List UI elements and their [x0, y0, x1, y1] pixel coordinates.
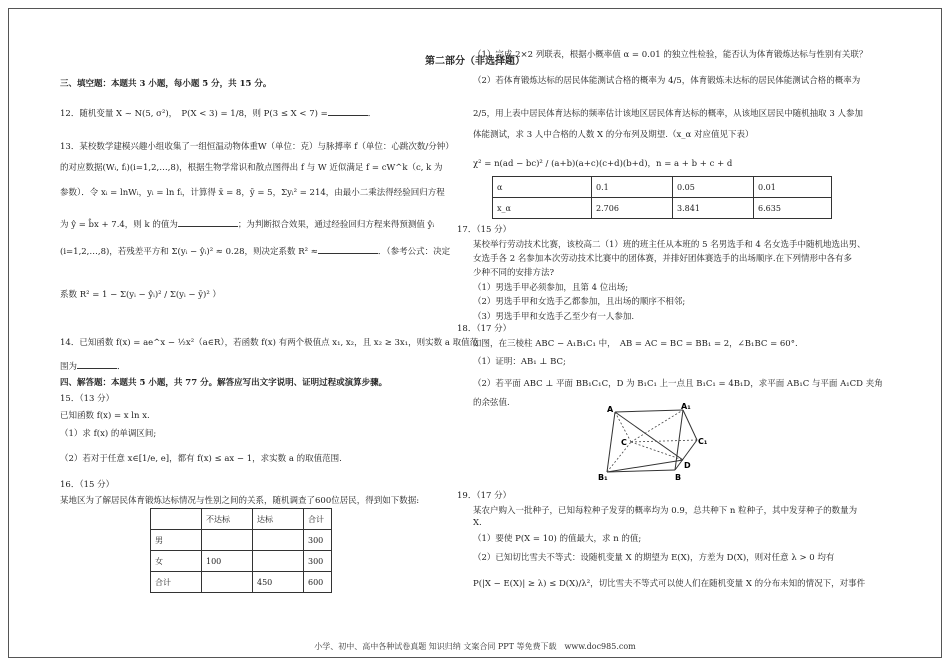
table-cell: 100: [202, 551, 253, 572]
table-cell: 2.706: [592, 198, 673, 219]
edge-CA1: [631, 410, 683, 442]
question-18-line-2: （1）证明：AB₁ ⊥ BC;: [473, 357, 566, 367]
section-3-heading: 三、填空题：本题共 3 小题，每小题 5 分，共 15 分。: [60, 79, 272, 89]
question-15-line-1: 已知函数 f(x) = x ln x.: [60, 411, 150, 421]
edge-A1C1: [683, 410, 697, 440]
prism-figure: [595, 402, 715, 484]
table-row: [151, 530, 332, 551]
table-cell: 300: [304, 551, 332, 572]
alpha-table: [492, 176, 832, 219]
table-cell: 合计: [151, 572, 202, 593]
table-cell: 女: [151, 551, 202, 572]
question-13-line-3: 参数）．令 xᵢ = lnWᵢ，yᵢ = ln fᵢ，计算得 x̄ = 8，ȳ = 5，Σyᵢ² = 214，由最小二乘法得经验回归方程: [60, 188, 445, 198]
chi-square-formula: χ² = n(ad − bc)² / (a+b)(a+c)(c+d)(b+d)，n = a + b + c + d: [473, 159, 733, 169]
edge-CC1: [631, 440, 697, 442]
question-19-line-5: P(|X − E(X)| ≥ λ) ≤ D(X)/λ²，切比雪夫不等式可以使人们在随机变量 X 的分布未知的情况下，对事件: [473, 579, 866, 589]
label-C1: C₁: [698, 437, 708, 446]
table-row: [151, 572, 332, 593]
table-cell: 不达标: [202, 509, 253, 530]
question-17-line-6: （3）男选手甲和女选手乙至少有一人参加.: [473, 312, 635, 322]
question-15-line-2: （1）求 f(x) 的单调区间;: [60, 429, 157, 439]
label-D: D: [684, 461, 691, 470]
question-12: 12．随机变量 X ~ N(5, σ²)， P(X < 3) = 1/8，则 P(3 ≤ X < 7) = ．: [60, 109, 377, 119]
question-17-line-3: 少种不同的安排方法?: [473, 268, 555, 278]
table-cell: [151, 509, 202, 530]
question-13-line-1: 13．某校数学建模兴趣小组收集了一组恒温动物体重W（单位：克）与脉搏率 f（单位：心跳次数/分钟）: [60, 142, 454, 152]
label-A: A: [607, 405, 614, 414]
table-cell: x_α: [493, 198, 592, 219]
table-cell: [202, 530, 253, 551]
question-18-heading: 18．（17 分）: [457, 324, 512, 334]
table-cell: 男: [151, 530, 202, 551]
table-cell: 6.635: [754, 198, 832, 219]
table-cell: 合计: [304, 509, 332, 530]
q16-part-1: （1）完成 2×2 列联表，根据小概率值 α = 0.01 的独立性检验，能否认为体育锻炼达标与性别有关联？: [473, 50, 868, 60]
table-row: [493, 198, 832, 219]
question-19-heading: 19．（17 分）: [457, 491, 512, 501]
q16-part-2-line-2: 2/5，用上表中居民体育达标的频率估计该地区居民体育达标的概率，从该地区居民中随机抽取 3 人参加: [473, 109, 863, 119]
edge-CD: [631, 442, 683, 460]
label-B1: B₁: [598, 473, 608, 482]
table-header-row: [151, 509, 332, 530]
table-cell: 0.05: [673, 177, 754, 198]
question-13-line-6: 系数 R² = 1 − Σ(yᵢ − ŷᵢ)² / Σ(yᵢ − ȳ)² ）: [60, 290, 221, 300]
question-13-line-4: 为 ŷ = b̂x + 7.4，则 k 的值为 ；为判断拟合效果，通过经验回归方程来得预测值 ŷᵢ: [60, 220, 435, 230]
label-B: B: [675, 473, 682, 482]
table-cell: α: [493, 177, 592, 198]
table-cell: 300: [304, 530, 332, 551]
question-17-heading: 17．（15 分）: [457, 225, 512, 235]
table-cell: [253, 551, 304, 572]
question-18-line-4: 的余弦值.: [473, 398, 510, 408]
question-14-line-2: 围为 ．: [60, 362, 126, 372]
question-13-line-5: (i=1,2,…,8)，若残差平方和 Σ(yᵢ − ŷᵢ)² ≈ 0.28，则决定系数 R² ≈ ．（参考公式：决定: [60, 247, 451, 257]
question-18-line-3: （2）若平面 ABC ⊥ 平面 BB₁C₁C，D 为 B₁C₁ 上一点且 B₁C₁ = 4B₁D，求平面 AB₁C 与平面 A₁CD 夹角: [473, 379, 883, 389]
question-19-line-3: （1）要使 P(X = 10) 的值最大，求 n 的值;: [473, 534, 642, 544]
question-13-line-2: 的对应数据(Wᵢ, fᵢ)(i=1,2,…,8)，根据生物学常识和散点图得出 f 与 W 近似满足 f = cW^k（c, k 为: [60, 163, 443, 173]
label-C: C: [621, 438, 627, 447]
question-15-heading: 15．（13 分）: [60, 394, 115, 404]
table-cell: [202, 572, 253, 593]
table-row: [151, 551, 332, 572]
q16-part-2-line-1: （2）若体育锻炼达标的居民体能测试合格的概率为 4/5，体育锻炼未达标的居民体能测试合格的概率为: [473, 76, 861, 86]
section-title: 第二部分（非选择题）: [425, 56, 525, 67]
question-19-line-4: （2）已知切比雪夫不等式：设随机变量 X 的期望为 E(X)，方差为 D(X)，则对任意 λ > 0 均有: [473, 553, 835, 563]
table-cell: 600: [304, 572, 332, 593]
section-4-heading: 四、解答题：本题共 5 小题，共 77 分。解答应写出文字说明、证明过程或演算步骤。: [60, 378, 388, 388]
question-17-line-5: （2）男选手甲和女选手乙都参加，且出场的顺序不相邻;: [473, 297, 686, 307]
question-18-line-1: 如图，在三棱柱 ABC − A₁B₁C₁ 中， AB = AC = BC = BB₁ = 2，∠B₁BC = 60°.: [473, 339, 798, 349]
table-cell: 450: [253, 572, 304, 593]
question-16-heading: 16．（15 分）: [60, 480, 115, 490]
question-17-line-1: 某校举行劳动技术比赛，该校高二（1）班的班主任从本班的 5 名男选手和 4 名女选手中随机地选出男、: [473, 240, 866, 250]
table-cell: 0.01: [754, 177, 832, 198]
table-cell: [253, 530, 304, 551]
q16-part-2-line-3: 体能测试，求 3 人中合格的人数 X 的分布列及期望.（x_α 对应值见下表）: [473, 130, 754, 140]
survey-table: [150, 508, 332, 593]
edge-AA1: [615, 410, 683, 412]
label-A1: A₁: [681, 402, 691, 411]
question-17-line-4: （1）男选手甲必须参加，且第 4 位出场;: [473, 283, 629, 293]
page-footer: 小学、初中、高中各种试卷真题 知识归纳 文案合同 PPT 等免费下载 www.doc985.com: [314, 642, 636, 651]
question-14-line-1: 14．已知函数 f(x) = ae^x − ½x²（a∈R），若函数 f(x) 有两个极值点 x₁, x₂，且 x₂ ≥ 3x₁，则实数 a 取值范: [60, 338, 479, 348]
table-cell: 0.1: [592, 177, 673, 198]
question-17-line-2: 女选手各 2 名参加本次劳动技术比赛中的团体赛，并排好团体赛选手的出场顺序.在下列情形中各有多: [473, 254, 853, 264]
table-cell: 3.841: [673, 198, 754, 219]
question-15-line-3: （2）若对于任意 x∈[1/e, e]，都有 f(x) ≤ ax − 1，求实数 a 的取值范围.: [60, 454, 342, 464]
question-16-line-1: 某地区为了解居民体育锻炼达标情况与性别之间的关系，随机调查了600位居民，得到如下数据:: [60, 496, 420, 506]
table-cell: 达标: [253, 509, 304, 530]
edge-AB1: [607, 412, 615, 472]
edge-AD: [615, 412, 683, 460]
table-row: [493, 177, 832, 198]
question-19-line-2: X.: [473, 518, 482, 528]
question-19-line-1: 某农户购入一批种子，已知每粒种子发芽的概率均为 0.9，总共种下 n 粒种子，其中发芽种子的数量为: [473, 506, 858, 516]
